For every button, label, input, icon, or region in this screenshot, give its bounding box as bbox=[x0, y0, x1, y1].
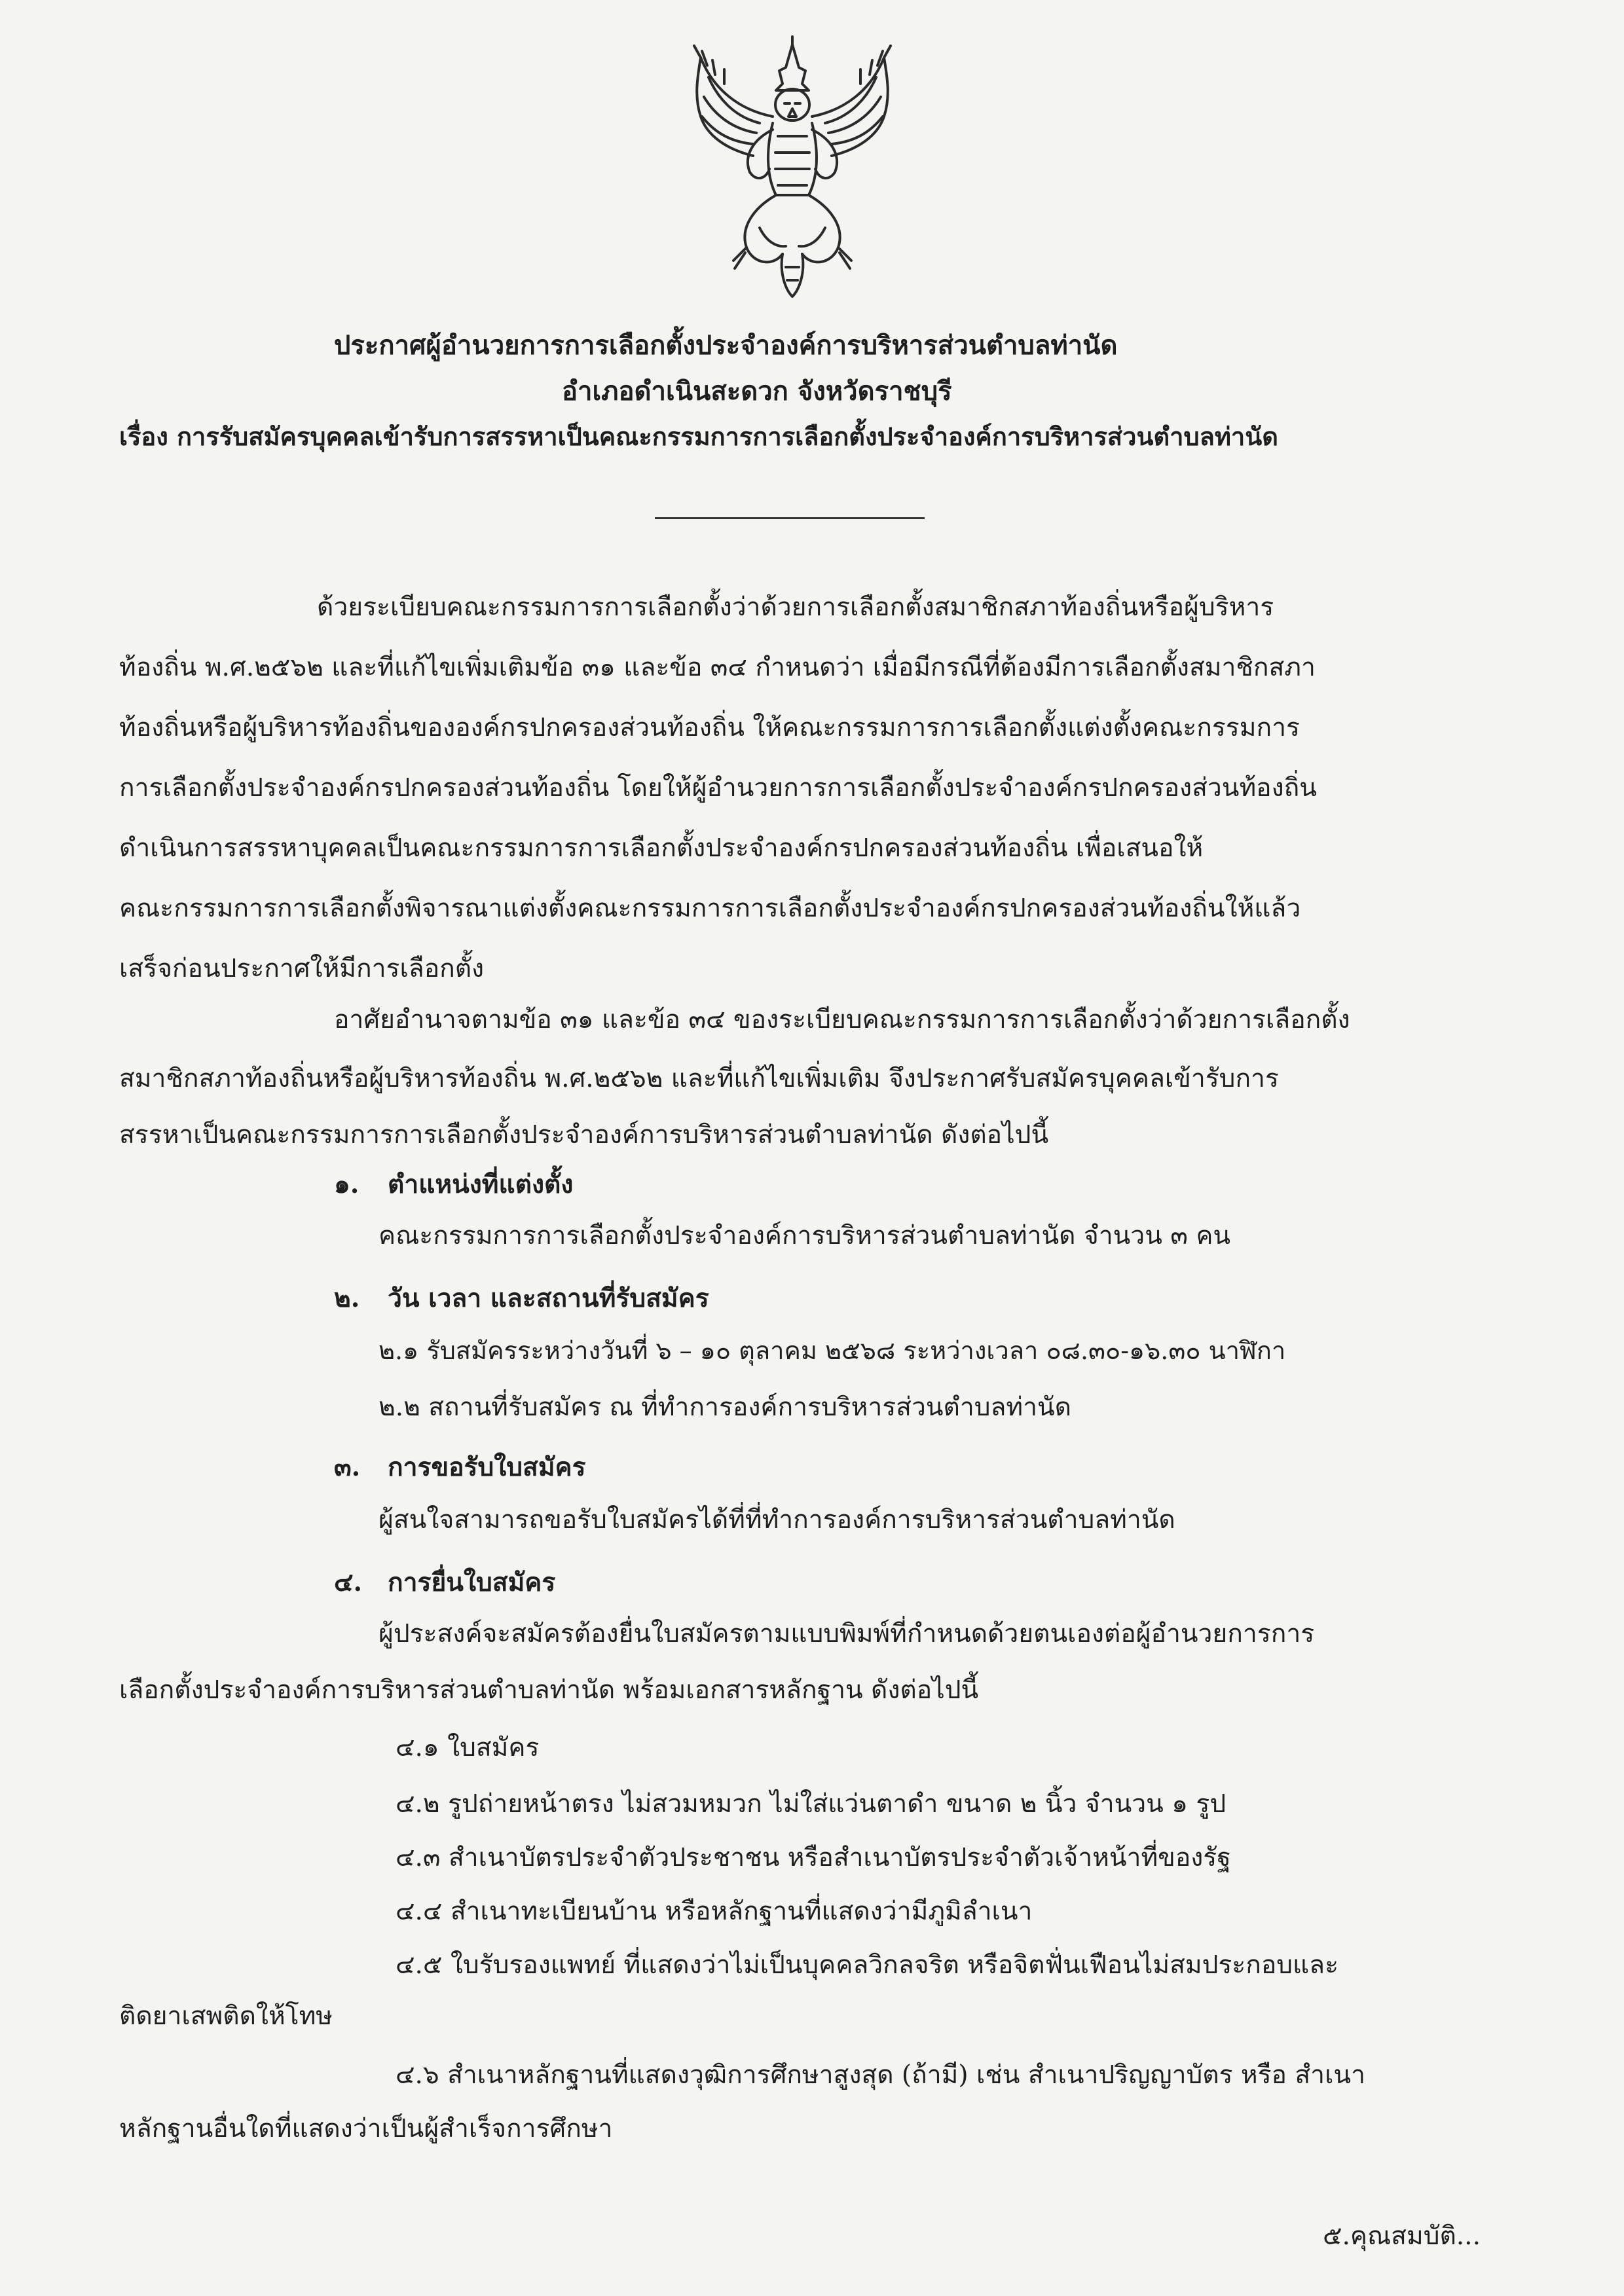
paragraph-1-line: เสร็จก่อนประกาศให้มีการเลือกตั้ง bbox=[119, 954, 485, 983]
section-number: ๒. bbox=[334, 1283, 360, 1313]
paragraph-2-line: อาศัยอำนาจตามข้อ ๓๑ และข้อ ๓๔ ของระเบียบคณะกรรมการการเลือกตั้งว่าด้วยการเลือกตั้ง bbox=[334, 1005, 1350, 1034]
section-title: การยื่นใบสมัคร bbox=[388, 1567, 556, 1597]
section-title: การขอรับใบสมัคร bbox=[388, 1452, 586, 1482]
paragraph-1-line: คณะกรรมการการเลือกตั้งพิจารณาแต่งตั้งคณะกรรมการการเลือกตั้งประจำองค์กรปกครองส่วนท้องถิ่นให้แล้ว bbox=[119, 894, 1301, 923]
section-2-heading bbox=[334, 1283, 709, 1313]
paragraph-1-line: ดำเนินการสรรหาบุคคลเป็นคณะกรรมการการเลือกตั้งประจำองค์กรปกครองส่วนท้องถิ่น เพื่อเสนอให้ bbox=[119, 833, 1204, 863]
section-3-line: ผู้สนใจสามารถขอรับใบสมัครได้ที่ที่ทำการองค์การบริหารส่วนตำบลท่านัด bbox=[378, 1505, 1175, 1535]
section-number: ๑. bbox=[334, 1169, 360, 1199]
document-item: ๔.๑ ใบสมัคร bbox=[396, 1733, 540, 1762]
next-page-marker: ๕.คุณสมบัติ... bbox=[1323, 2221, 1481, 2251]
paragraph-1-line: ด้วยระเบียบคณะกรรมการการเลือกตั้งว่าด้วยการเลือกตั้งสมาชิกสภาท้องถิ่นหรือผู้บริหาร bbox=[317, 592, 1274, 622]
paragraph-1-line: ท้องถิ่นหรือผู้บริหารท้องถิ่นขององค์กรปกครองส่วนท้องถิ่น ให้คณะกรรมการการเลือกตั้งแต่งตั้งคณะกรรมการ bbox=[119, 713, 1300, 742]
heading-line-1: ประกาศผู้อำนวยการการเลือกตั้งประจำองค์การบริหารส่วนตำบลท่านัด bbox=[334, 330, 1118, 361]
paragraph-1-line: การเลือกตั้งประจำองค์กรปกครองส่วนท้องถิ่น โดยให้ผู้อำนวยการการเลือกตั้งประจำองค์กรปกครองส่วนท้องถิ่น bbox=[119, 773, 1317, 803]
heading-line-2: อำเภอดำเนินสะดวก จังหวัดราชบุรี bbox=[562, 376, 952, 407]
section-title: วัน เวลา และสถานที่รับสมัคร bbox=[388, 1283, 709, 1313]
section-3-heading bbox=[334, 1452, 586, 1482]
section-number: ๔. bbox=[334, 1567, 363, 1597]
section-4-heading bbox=[334, 1567, 556, 1597]
paragraph-2-line: สมาชิกสภาท้องถิ่นหรือผู้บริหารท้องถิ่น พ.ศ.๒๕๖๒ และที่แก้ไขเพิ่มเติม จึงประกาศรับสมัครบุคคลเข้ารับการ bbox=[119, 1064, 1279, 1093]
document-item-continuation: ติดยาเสพติดให้โทษ bbox=[119, 2001, 333, 2031]
document-item: ๔.๖ สำเนาหลักฐานที่แสดงวุฒิการศึกษาสูงสุด (ถ้ามี) เช่น สำเนาปริญญาบัตร หรือ สำเนา bbox=[396, 2060, 1365, 2090]
garuda-emblem-icon bbox=[661, 31, 923, 313]
document-item: ๔.๒ รูปถ่ายหน้าตรง ไม่สวมหมวก ไม่ใส่แว่นตาดำ ขนาด ๒ นิ้ว จำนวน ๑ รูป bbox=[396, 1789, 1227, 1819]
section-number: ๓. bbox=[334, 1452, 361, 1482]
document-item: ๔.๓ สำเนาบัตรประจำตัวประชาชน หรือสำเนาบัตรประจำตัวเจ้าหน้าที่ของรัฐ bbox=[396, 1843, 1231, 1872]
heading-subject: เรื่อง การรับสมัครบุคคลเข้ารับการสรรหาเป็นคณะกรรมการการเลือกตั้งประจำองค์การบริหารส่วนตำบลท่านัด bbox=[119, 422, 1278, 451]
section-4-line: ผู้ประสงค์จะสมัครต้องยื่นใบสมัครตามแบบพิมพ์ที่กำหนดด้วยตนเองต่อผู้อำนวยการการ bbox=[378, 1619, 1315, 1649]
heading-divider bbox=[655, 517, 925, 519]
section-4-line: เลือกตั้งประจำองค์การบริหารส่วนตำบลท่านัด พร้อมเอกสารหลักฐาน ดังต่อไปนี้ bbox=[119, 1675, 979, 1705]
section-2-line: ๒.๑ รับสมัครระหว่างวันที่ ๖ – ๑๐ ตุลาคม ๒๕๖๘ ระหว่างเวลา ๐๘.๓๐-๑๖.๓๐ นาฬิกา bbox=[378, 1336, 1286, 1365]
section-2-line: ๒.๒ สถานที่รับสมัคร ณ ที่ทำการองค์การบริหารส่วนตำบลท่านัด bbox=[378, 1393, 1072, 1422]
section-1-line: คณะกรรมการการเลือกตั้งประจำองค์การบริหารส่วนตำบลท่านัด จำนวน ๓ คน bbox=[378, 1221, 1231, 1250]
section-1-heading bbox=[334, 1169, 574, 1199]
document-item-continuation: หลักฐานอื่นใดที่แสดงว่าเป็นผู้สำเร็จการศึกษา bbox=[119, 2114, 613, 2143]
document-item: ๔.๕ ใบรับรองแพทย์ ที่แสดงว่าไม่เป็นบุคคลวิกลจริต หรือจิตฟั่นเฟือนไม่สมประกอบและ bbox=[396, 1950, 1339, 1980]
section-title: ตำแหน่งที่แต่งตั้ง bbox=[388, 1169, 574, 1199]
paragraph-2-line: สรรหาเป็นคณะกรรมการการเลือกตั้งประจำองค์การบริหารส่วนตำบลท่านัด ดังต่อไปนี้ bbox=[119, 1120, 1049, 1150]
paragraph-1-line: ท้องถิ่น พ.ศ.๒๕๖๒ และที่แก้ไขเพิ่มเติมข้อ ๓๑ และข้อ ๓๔ กำหนดว่า เมื่อมีกรณีที่ต้องมีการเลือกตั้งสมาชิกสภา bbox=[119, 653, 1316, 682]
document-item: ๔.๔ สำเนาทะเบียนบ้าน หรือหลักฐานที่แสดงว่ามีภูมิลำเนา bbox=[396, 1897, 1033, 1926]
